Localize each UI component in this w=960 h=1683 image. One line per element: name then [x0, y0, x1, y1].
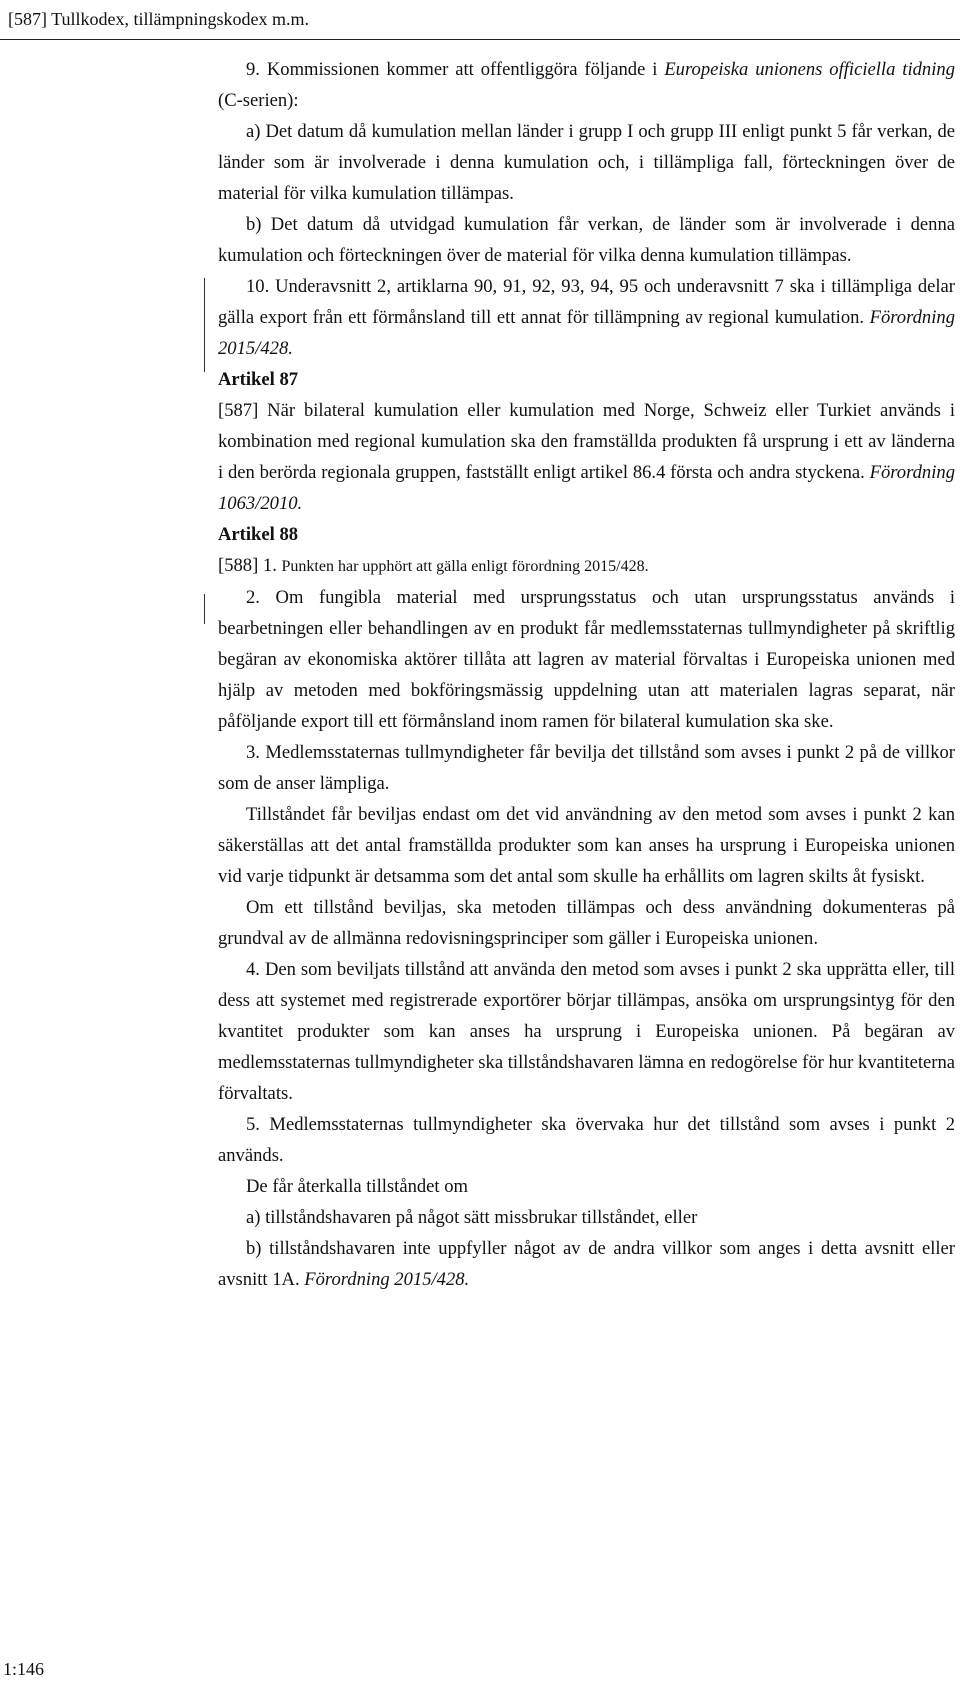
article88-p5c: a) tillståndshavaren på något sätt missbrukar tillståndet, eller — [246, 1207, 698, 1228]
article87-heading: Artikel 87 — [218, 369, 299, 390]
article87-reference: Förordning 1063/2010. — [218, 462, 955, 514]
change-bar-article88-p1 — [204, 594, 205, 624]
section9-item-b: b) Det datum då utvidgad kumulation får verkan, de länder som är involverade i denna kumulation och förteckningen över de material för vilka denna kumulation tillämpas. — [218, 214, 955, 266]
page-number: 1:146 — [3, 1659, 45, 1679]
article88-p2: 2. Om fungibla material med ursprungsstatus och utan ursprungsstatus används i bearbetningen eller behandlingen av en produkt får medlemsstaternas tullmyndigheter på skriftlig begäran av ekonomiska aktörer tillåta att lagren av material förvaltas i Europeiska unionen med hjälp av metoden med bokföringsmässig uppdelning utan att materialen lagras separat, när påföljande export till ett förmånsland inom ramen för bilateral kumulation ska ske. — [218, 587, 955, 732]
article88-p5b: De får återkalla tillståndet om — [246, 1176, 468, 1197]
journal-name: Europeiska unionens officiella tidning — [664, 59, 955, 80]
article88-p5d-text: b) tillståndshavaren inte uppfyller något av de andra villkor som anges i detta avsnitt eller avsnitt 1A. — [218, 1238, 955, 1290]
section9-intro-text: 9. Kommissionen kommer att offentliggöra följande i — [246, 59, 665, 80]
section9-item-a: a) Det datum då kumulation mellan länder i grupp I och grupp III enligt punkt 5 får verkan, de länder som är involverade i denna kumulation och, i tillämpliga fall, förteckningen över de material för vilka kumulation tillämpas. — [218, 121, 955, 204]
change-bar-section10 — [204, 278, 205, 372]
article88-p5d-reference: Förordning 2015/428. — [304, 1269, 470, 1290]
article87-text: [587] När bilateral kumulation eller kumulation med Norge, Schweiz eller Turkiet används i kombination med regional kumulation ska den framställda produkten få ursprung i ett av länderna i den berörda regionala gruppen, fastställt enligt artikel 86.4 första och andra styckena. — [218, 400, 955, 483]
article88-p3b: Tillståndet får beviljas endast om det vid användning av den metod som avses i punkt 2 kan säkerställas att det antal framställda produkter som kan anses ha ursprung i Europeiska unionen vid varje tidpunkt är detsamma som det antal som skulle ha erhållits om lagren skilts åt fysiskt. — [218, 804, 955, 887]
article88-p4: 4. Den som beviljats tillstånd att använda den metod som avses i punkt 2 ska upprätta eller, till dess att systemet med registrerade exportörer börjar tillämpas, ansöka om ursprungsintyg för den kvantitet produkter som kan anses ha ursprung i Europeiska unionen. På begäran av medlemsstaternas tullmyndigheter ska tillståndshavaren lämna en redogörelse för hur kvantiteterna förvaltats. — [218, 959, 955, 1104]
article88-heading: Artikel 88 — [218, 524, 299, 545]
article88-p1-prefix: [588] 1. — [218, 555, 282, 576]
article88-p3: 3. Medlemsstaternas tullmyndigheter får bevilja det tillstånd som avses i punkt 2 på de villkor som de anser lämpliga. — [218, 742, 955, 794]
article88-p1-text: Punkten har upphört att gälla enligt förordning 2015/428. — [281, 558, 649, 575]
article88-p1 — [218, 550, 955, 582]
document-body — [218, 54, 955, 1295]
article88-p3c: Om ett tillstånd beviljas, ska metoden tillämpas och dess användning dokumenteras på grundval av de allmänna redovisningsprinciper som gäller i Europeiska unionen. — [218, 897, 955, 949]
article88-p5: 5. Medlemsstaternas tullmyndigheter ska övervaka hur det tillstånd som avses i punkt 2 används. — [218, 1114, 955, 1166]
article87-paragraph — [218, 395, 955, 519]
running-header — [0, 0, 960, 40]
section10-paragraph — [218, 271, 955, 364]
section9-intro-suffix: (C-serien): — [218, 90, 299, 111]
article88-p5d — [218, 1233, 955, 1295]
header-title: [587] Tullkodex, tillämpningskodex m.m. — [8, 9, 310, 29]
section10-reference: Förordning 2015/428. — [218, 307, 955, 359]
section9-intro — [218, 54, 955, 116]
section10-text: 10. Underavsnitt 2, artiklarna 90, 91, 92, 93, 94, 95 och underavsnitt 7 ska i tillämpliga delar gälla export från ett förmånsland till ett annat för tillämpning av regional kumulation. — [218, 276, 955, 328]
